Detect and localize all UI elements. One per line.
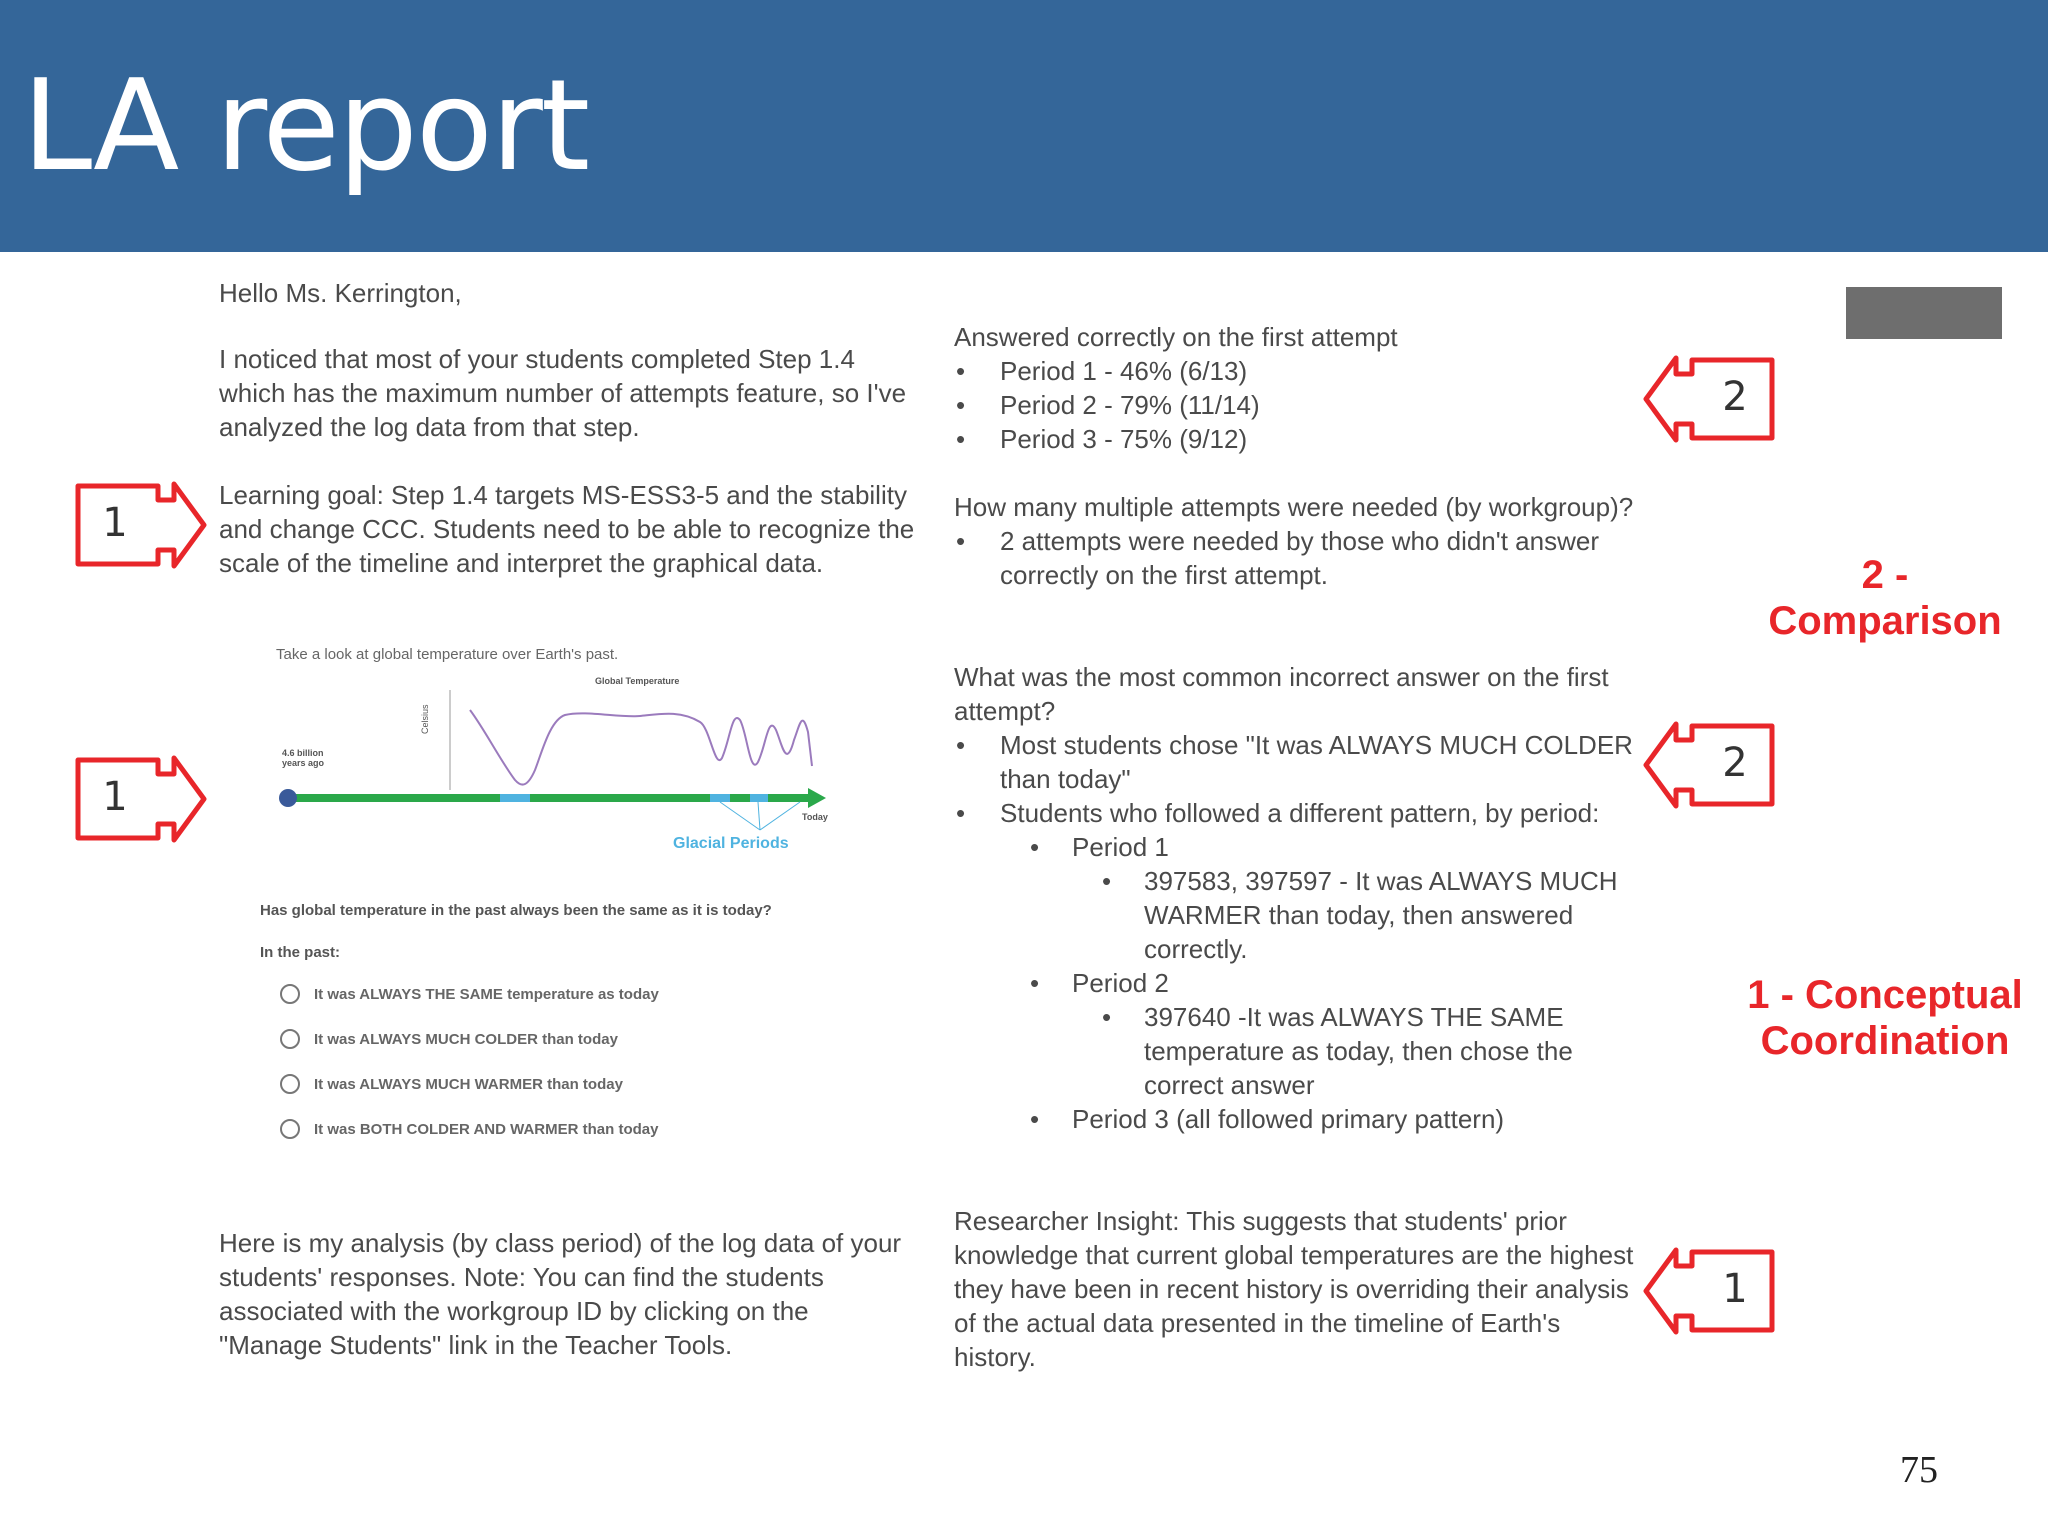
glacial-pointer [760,802,800,830]
callout-number: 1 [1722,1266,1748,1312]
list-item: • Most students chose "It was ALWAYS MUCH COLDER than today" [954,728,1644,796]
period-2-detail: • 397640 -It was ALWAYS THE SAME temperature as today, then chose the correct answer [954,1000,1644,1102]
temperature-curve [470,710,812,785]
callout-number: 2 [1722,374,1748,420]
callout-2 [1640,718,1780,812]
figure-question: Has global temperature in the past always been the same as it is today? [260,902,772,919]
learning-goal-paragraph: Learning goal: Step 1.4 targets MS-ESS3-5 and the stability and change CCC. Students need to be able to recognize the scale of the timeline and interpret the graphical data. [219,480,915,578]
analysis-paragraph: Here is my analysis (by class period) of the log data of your students' responses. Note: You can find the students associated with the workgroup ID by clicking on the "Manage Students" link in the Teacher Tools. [219,1228,902,1360]
timeline-start-label: 4.6 billion years ago [282,748,325,768]
multiple-heading: How many multiple attempts were needed (by workgroup)? [954,492,1634,522]
temperature-timeline [260,670,900,870]
list-item: • Period 3 - 75% (9/12) [954,422,1644,456]
glacial-period-marker [710,794,730,802]
activity-screenshot [260,640,900,1160]
timeline-bar-end [680,794,810,802]
researcher-insight: Researcher Insight: This suggests that students' prior knowledge that current global temperatures are the highest they have been in recent history is overriding their analysis of the actual data presented in the timeline of Earth's history. [954,1206,1634,1372]
callout-1 [70,752,210,846]
glacial-period-marker [750,794,768,802]
page-number: 75 [1900,1449,1938,1491]
callout-number: 2 [1722,740,1748,786]
timeline-start-dot [279,789,297,807]
callout-number: 1 [102,500,128,546]
answer-option[interactable]: It was ALWAYS MUCH COLDER than today [280,1029,618,1049]
list-item: • Period 1 - 46% (6/13) [954,354,1644,388]
list-item: • Students who followed a different pattern, by period: [954,796,1644,830]
callout-1 [70,478,210,572]
timeline-bar [280,794,680,802]
callout-2 [1640,352,1780,446]
glacial-pointer [758,802,760,830]
radio-button[interactable] [280,984,300,1004]
period-1-item: • Period 1 [954,830,1644,864]
list-item: • Period 2 - 79% (11/14) [954,388,1644,422]
period-2-item: • Period 2 [954,966,1644,1000]
axis-label: Celsius [420,704,430,734]
common-heading: What was the most common incorrect answer on the first attempt? [954,662,1609,726]
radio-button[interactable] [280,1074,300,1094]
radio-button[interactable] [280,1119,300,1139]
answer-option[interactable]: It was BOTH COLDER AND WARMER than today [280,1119,658,1139]
callout-1 [1640,1244,1780,1338]
answer-option[interactable]: It was ALWAYS THE SAME temperature as today [280,984,659,1004]
multiple-attempts-section [954,490,1644,592]
period-1-detail: • 397583, 397597 - It was ALWAYS MUCH WARMER than today, then answered correctly. [954,864,1644,966]
figure-caption: Take a look at global temperature over Earth's past. [276,646,619,663]
conceptual-coordination-label: 1 - Conceptual Coordination [1747,973,2023,1063]
slide-title: LA report [22,52,589,199]
title-bar [0,0,2048,252]
timeline-end-label: Today [802,812,828,822]
glacial-pointer [720,802,760,830]
period-3-item: • Period 3 (all followed primary pattern) [954,1102,1644,1136]
chart-title: Global Temperature [595,676,680,686]
common-incorrect-section [954,660,1644,1136]
comparison-label: 2 - Comparison [1768,553,2002,643]
figure-subprompt: In the past: [260,944,341,961]
greeting: Hello Ms. Kerrington, [219,278,462,308]
intro-paragraph: I noticed that most of your students completed Step 1.4 which has the maximum number of attempts feature, so I've analyzed the log data from that step. [219,344,907,442]
timeline-arrowhead [808,788,826,808]
gray-placeholder-box [1846,287,2002,339]
callout-number: 1 [102,774,128,820]
glacial-periods-label: Glacial Periods [673,835,789,852]
radio-button[interactable] [280,1029,300,1049]
first-attempt-section [954,320,1644,456]
answer-option[interactable]: It was ALWAYS MUCH WARMER than today [280,1074,623,1094]
list-item: • 2 attempts were needed by those who didn't answer correctly on the first attempt. [954,524,1644,592]
glacial-period-marker [500,794,530,802]
first-attempt-heading: Answered correctly on the first attempt [954,322,1398,352]
